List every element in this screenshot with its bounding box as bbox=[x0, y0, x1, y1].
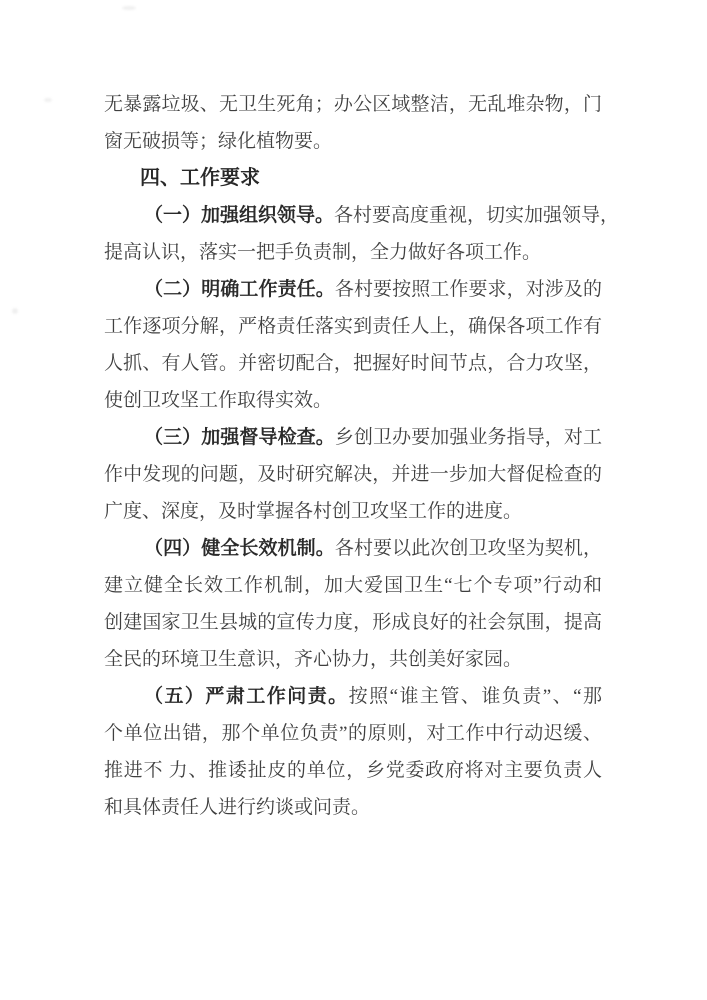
paragraph-lead: （三）加强督导检查。 bbox=[144, 427, 335, 448]
text-line: 作中发现的问题，及时研究解决，并进一步加大督促检查的 bbox=[104, 464, 602, 485]
paragraph-text: 各村要按照工作要求，对涉及的 bbox=[334, 279, 602, 300]
scan-speck bbox=[122, 6, 136, 10]
paragraph-lead: （二）明确工作责任。 bbox=[144, 279, 335, 300]
text-line: 工作逐项分解，严格责任落实到责任人上，确保各项工作有 bbox=[104, 316, 602, 337]
scan-speck bbox=[44, 98, 52, 102]
paragraph-text: 按照“谁主管、谁负责”、“那 bbox=[348, 686, 602, 707]
text-line: 广度、深度，及时掌握各村创卫攻坚工作的进度。 bbox=[104, 501, 523, 522]
text-line: 窗无破损等；绿化植物要。 bbox=[104, 131, 333, 152]
text-line: 个单位出错，那个单位负责”的原则，对工作中行动迟缓、 bbox=[104, 723, 602, 744]
text-line: 全民的环境卫生意识，齐心协力，共创美好家园。 bbox=[104, 649, 523, 670]
text-line bbox=[104, 197, 620, 234]
paragraph-text: 乡创卫办要加强业务指导，对工 bbox=[334, 427, 602, 448]
paragraph-lead: （一）加强组织领导。 bbox=[144, 205, 335, 226]
paragraph-lead: （四）健全长效机制。 bbox=[144, 538, 335, 559]
document-body bbox=[104, 86, 620, 826]
text-line: 创建国家卫生县城的宣传力度，形成良好的社会氛围，提高 bbox=[104, 612, 602, 633]
text-line: 无暴露垃圾、无卫生死角；办公区域整洁，无乱堆杂物，门 bbox=[104, 94, 602, 115]
scan-speck bbox=[12, 308, 18, 314]
text-line bbox=[104, 530, 602, 567]
section-heading: 四、工作要求 bbox=[140, 167, 260, 189]
text-line: 推进不 力、推诿扯皮的单位，乡党委政府将对主要负责人 bbox=[104, 760, 602, 781]
text-line: 使创卫攻坚工作取得实效。 bbox=[104, 390, 333, 411]
text-line bbox=[104, 271, 602, 308]
text-line: 和具体责任人进行约谈或问责。 bbox=[104, 797, 371, 818]
paragraph-lead: （五）严肃工作问责。 bbox=[144, 686, 349, 707]
paragraph-text: 各村要以此次创卫攻坚为契机， bbox=[334, 538, 602, 559]
text-line bbox=[104, 678, 602, 715]
text-line: 提高认识，落实一把手负责制，全力做好各项工作。 bbox=[104, 242, 542, 263]
text-line bbox=[104, 419, 602, 456]
paragraph-text: 各村要高度重视，切实加强领导， bbox=[334, 205, 620, 226]
text-line: 人抓、有人管。并密切配合，把握好时间节点，合力攻坚， bbox=[104, 353, 602, 374]
text-line: 建立健全长效工作机制，加大爱国卫生“七个专项”行动和 bbox=[104, 575, 602, 596]
